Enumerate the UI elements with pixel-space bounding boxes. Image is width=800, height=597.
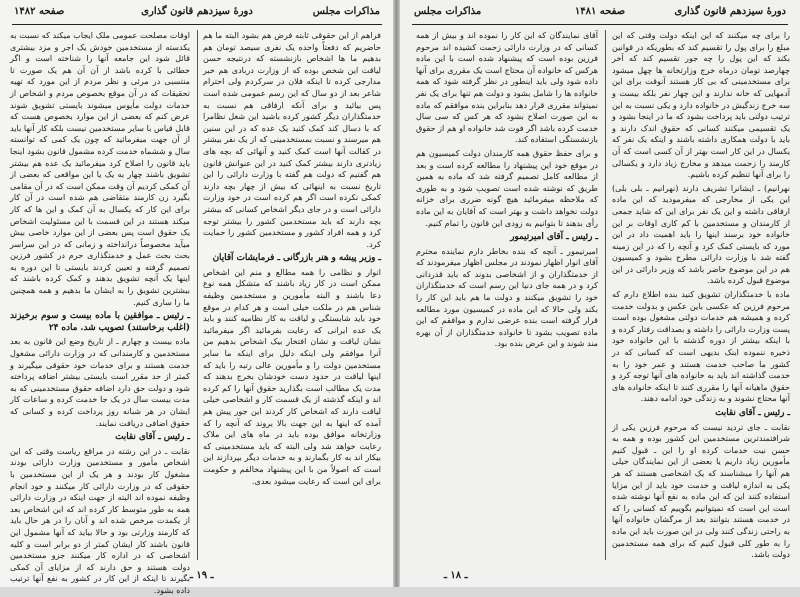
text-column-left bbox=[416, 30, 598, 566]
paragraph: انوار و نظامی را همه مطالع و منم این اشخاص ممکن است در کار زیاد باشند که متشکل همه نوع دعا باشند و البته مأمورین و مستخدمین وظیفه شناس هم در ملکت خیلی است و هر کدام در موقع خود باید شایستگی و لیاقت به کار نظامیه کنند و باید یک عده ایرانی که رعایت بفرمائید اگر میفرمائید نشان لیاقت و نشان افتخار بیک اشخاص بدهیم من آنرا موافقم ولی اینکه دلیل برای اینکه ما سایر مستخدمین دولت را و مأمورین عالی رتبه را باید که اینها لیاقت در حدود دست خودشان بخرج بدهند که مدت یک مطالب است بگذارید حقوق آنها را کم کرده اند و اینکه گذشته از یک قسمت کار و اشخاصی خیلی لیاقت دارند که اشخاص کار کردند این جور پیش هم آمده که اینها به این جهت بالا بروند که آنچه را که وزارتخانه موافق بوده باید در ماه های این ملاک رعایت خواهد شد ولی البته که باید مستخدمینی که بیکار اند به کار بگمارند و به خدمات دیگر بپردازند این است که اصولاً من با این پیشنهاد مخالفم و حکومت برای این است که رعایت میشود بعدی. bbox=[203, 266, 381, 486]
paragraph: نقابت ـ در این رشته در مراقع ریاست وقتی که این اشخاص مأمور و مستخدمین وزارت دارائی بودند مشغول کار بودند و هر یک از این مستخدمین با حقوقی که در وزارت دارائی کار میکنند و خود انجام وظیفه نموده اند البته از جهت اینکه در وزارت دارائی همه به طور متوسط کار کرده اند که این اشخاص بعد از یکمدت مرخص شده اند و آنان را در هر حال باید که کارمند وزارتی بود و حالا بیاید که آنها مشمول این قانون باشند کار ایشان کمتر از دو برابر است و کلیه اشخاصی که در اداره کار میکنند جزو مستخدمین دولت هستند و حق دارند که از مزایای آن کمکی بگیرند تا اینکه از این کار در کشور به نفع آنها ترتیب داده بشود. bbox=[10, 445, 190, 595]
paragraph: ماده بیست و چهارم ـ از تاریخ وضع این قانون به بعد مستخدمین و کارمندانی که در وزارت دارائی مشغول خدمت هستند و برای خدمات خود حقوقی میگیرند و کمتر از حد مقرر است بایستی بیشتر اضافه پرداخته شود و دولت حق دارد اضافه حقوق مستخدمینی که به مدت بیست سال در یک جا خدمت کرده و ساعات کار ایشان در هر شبانه روز پرداخت کرده و کسانی که حقوق اضافی دریافت نمایند. bbox=[10, 336, 190, 428]
header-rule bbox=[412, 24, 788, 25]
column-divider bbox=[197, 30, 198, 560]
header-section: مذاکرات مجلس bbox=[312, 6, 380, 17]
speaker-line: ـ رئیس ـ موافقین با ماده بیست و سوم برخیزند (اغلب برخاستند) تصویب شد. ماده ۲۴ bbox=[10, 311, 190, 333]
speaker-line: ـ رئیس ـ آقای نقابت bbox=[115, 432, 190, 443]
speaker-line: ـ رئیس ـ آقای امیرتیمور bbox=[510, 232, 598, 243]
text-column-left bbox=[10, 30, 190, 595]
speaker-line: ـ وزیر پیشه و هنر بازرگانی ـ فرمایشات آقایان bbox=[212, 253, 381, 264]
page-header bbox=[414, 6, 786, 22]
page-folio: ـ ۱۸ ـ bbox=[444, 570, 468, 581]
paragraph: نقابت ـ جای تردید نیست که مرحوم فرزین یکی از شرافتمندترین مستخدمین این کشور بوده و همه به حسن نیت خدمات کرده او را این ـ قبول کنیم مأمورین زیاد داریم یا بعضی از این نمایندگان خیلی هم آنها را میشناسند که یک اشخاصی هستند که هر یکی به اندازه لیاقت و خدمت خود باید از این مزایا استفاده کنند این که این ماده به نفع آنها نوشته شده است این است که نمیتوانیم بگوییم که کسانی را که در خدمت هستند بتوانند بعد از مرگشان خانواده آنها به راحتی زندگی کنند ولی در این صورت باید این ماده را به طور کلی قبول کنیم که برای همه مستخدمین دولت باشد. bbox=[612, 421, 790, 560]
header-page-number: صفحه ۱۴۸۱ bbox=[574, 6, 626, 17]
right-page bbox=[400, 0, 800, 587]
paragraph: امیرتیمور ـ آنچه که بنده بخاطر دارم نماینده محترم آقای انوار اظهار نمودند در مجلس اظهار میفرمودند که از خدمتگذاران و از اشخاصی بدوند که باید قدردانی کرد و در همه جای دنیا این رسم است که خدمتگذاران خود را تشویق میکنند و دولت ما هم باید این کار را بکند ولی حالا که این ماده در کمیسیون مورد مطالعه قرار گرفته است بنده عرضی ندارم و موافقم که این ماده تصویب بشود تا خانواده خدمتگذاران از آن بهره مند شوند و این عرض بنده بود. bbox=[416, 245, 598, 349]
header-session: دورهٔ سیزدهم قانون گذاری bbox=[674, 6, 786, 17]
page-header bbox=[14, 6, 380, 22]
text-column-right bbox=[203, 30, 381, 566]
header-page-number: صفحه ۱۴۸۲ bbox=[14, 6, 65, 17]
page-folio: ـ ۱۹ ـ bbox=[190, 570, 214, 581]
paragraph: فراهم از این حقوقی ثابته فرض هم بشود البته ما هم حاضریم که دفعتاً واحده یک نفری سیصد تومان هم بدهیم ما ها اشخاص بازنشسته که درنتیجه حسن لیاقت این شخص بوده که از وزارت دربادی هم خبر مدارجی کرده تا اینکه فلان در سرکردم ولی احترام شاعر بعد از دو سال که این رسم عمومی شده است پس بیائید و برای آنکه ارفاقی هم نسبت به خدمتگذاران دیگر کشور کرده باشید این شغل نظامرا که با دسال کند کمک کنید یک عده که در این سنین هم میرسند و نسبت بمستخدمینی که از یک نفر بیشتر در کفالت آنها است کمک کنید و آنهائی که بچه های زیادتری دارند بیشتر کمک کنید در این عنوانش قانون هم گفتیم که دولت هم گفته با وزارت دارائی را این تاریخ نسبت به اینهائی که بیش از چهار بچه دارند کمکی نکرده است اگر هم کرده است در خود وزارت دارائی است و در جای دیگر اشخاص کسانی که بیشتر بچه دارند که باید مستخدمین کشور را بیشتر توجه کرد و همه افراد کشور و مستخدمین کشور را حمایت کرد. bbox=[203, 30, 381, 249]
paragraph: اوقات مصلحت عمومی ملک ایجاب میکند که نسبت به یکدسته از مستخدمین خودش یک اجر و مزد بیشتری قائل شود این جامعه آنها را شناخته است و اگر خطائی با کرده باشد از آن آن هم یک صورت تا منتسبی در مرئی و نظر مردم از این مورد که تهیه تحقیقات که در آن موقع بخصوص مردم و اشخاص از خدمات دولت مأیوس میشوند بایستی تشویق شوند عرض کنم که بعضی از این موارد بخصوص هست که قابل قیاس با سایر مستخدمین نیست بلکه کار آنها باید از آن جهت میفرمائید که چون یک کمی که توانسته سال و ششماه خدمت کرده مشمول قانون بشود اینجا باید قانون را اصلاح کرد میفرمائید یک عده هم بیشتر تشویق باشند چهار به یک یا این مواقعی که بعضی از آن کمکی کردیم آن وقت ممکن است که در آن مقامی بگیرد زن کارمند متقاضی هم شده است در آن کار برای این کار که یکسال به آن کمک و این ها که کار میکند هستند در این قسمت با این مسئولیت اشخاص یک حقوق است پس بعضی از این موارد خاصی بیش میآید مخصوصاً درانداخته و زمانی که در این سراسر بحث بحث عمل و خدمتگذاری حرم در کشور فرزین تصمیم گرفته و تعیین کردند بایستی تا این دوره به اینها یک آنچه تشویق بدهند و کمک کرده باشند که بیشترین تشویق را به ایشان ما بدهیم و همه همچنین ما را ساری کنیم. bbox=[10, 30, 190, 307]
paragraph: و برای حفظ حقوق همه کارمندان دولت کمیسیون هم در موقع خود این پیشنهاد را مطالعه کرده است و بعد از مطالعه کامل تصمیم گرفته شد که ماده به همین طریق که نوشته شده است تصویب شود و به طوری که ملاحظه میفرمائید هیچ گونه ضرری برای خزانه دولت نخواهد داشت و بهتر است که آقایان به این ماده رأی بدهند تا بتوانیم به زودی این قانون را تمام کنیم. bbox=[416, 147, 598, 228]
paragraph: ماده با خدمتگذاران تشویق کنید بنده اطلاع دارم که مرحوم فرزین که عکسی باین عکس و بدولت خدمت کرده و همیشه هم خدمات دولتی مشغول بوده است پست وزارت دارائی را داشته و بصداقت رفتار کرده و با اینکه بیشتر از دوره گذشته با این خانواده خود ذخیره ننموده اینک بدیهی است که کسانی که در کشور ما صاحب خدمت هستند و عمر خود را به خدمت گذاشته اند باید به خانواده های آنها توجه کرد و حقوق ماهیانه آنها را مقرری کنند تا اینکه خانواده های آنها محتاج نشوند و به زندگی خود ادامه دهند. bbox=[612, 289, 790, 404]
paragraph: آقای نمایندگان که این کار را نموده اند و بیش از همه کسانی که در وزارت دارائی زحمت کشیده اند مرحوم فرزین بوده است که پیشنهاد شده است با این ماده هرکس که خانواده آن محتاج است یک مقرری برای آنها داده شود ولی باید اینطور در نظر گرفته شود که همه خانواده ها را شامل بشود و دولت هم تنها برای یک نفر نمیتواند مقرری قرار دهد بنابراین بنده موافقم که ماده به این صورت اصلاح بشود که هر کس که سی سال خدمت کرده باشد اگر فوت شد خانواده او هم از حقوق بازنشستگی استفاده کند. bbox=[416, 30, 598, 145]
left-page bbox=[0, 0, 394, 595]
paragraph: نهرانیم) ـ ایشانرا تشریف دارند (نهرانیم ـ بلی بلی) این یکی از مخارجی که میفرمودید که این ماده ارفاقی داشته و این یک نفر برای این که شاید جمعی از کارمندان و مستخدمین با کم کاری اوقات بر این خانواده خود برسند اینها را باید اهمیت داد در این مورد که بایستی کمک کرد و آنچه را که در این زمینه گفته شد با وزارت دارائی مطرح بشود و کمیسیون هم در این موضوع حاضر باشد که وزیر دارائی در این موضوع قبول کرده باشد. bbox=[612, 182, 790, 286]
paragraph: را برای چه میکنند که این اینکه دولت وقتی که این مبلغ را برای پول را تقسیم کند که بطوریکه در قوانین بکند که این پول را چه جور تقسیم کند که آخر چهارصد تومان درماه خرج وزارتخانه ها چهل میشود برای مستخدمینی که بی کار هستند آنوقت برای این آدمهایی که خانه ندارند و این چهار نفر بلکه بیست و سه خرج زندگیش در خانواده دارد و یکی نسبت به این ترتیب دولتی باید پرداخت بشود که ما در اینجا بشود و یک تقسیمی میکنند کسانی که حقوق اندک دارند و باید با دولت همکاری داشته باشند و اینکه یک نفر که یکسال در این کار است بهتر از آن کسی است که آن کارمند را زحمت میدهد و مخارج زیاد دارد و یکسالی را برای آنها تنظیم کرده باشیم. bbox=[612, 30, 790, 180]
speaker-line: ـ رئیس ـ آقای نقابت bbox=[715, 408, 790, 418]
text-column-right bbox=[612, 30, 790, 566]
header-session: دورهٔ سیزدهم قانون گذاری bbox=[141, 6, 253, 17]
header-section: مذاکرات مجلس bbox=[414, 6, 482, 17]
column-divider bbox=[605, 30, 606, 560]
header-rule bbox=[12, 24, 382, 25]
